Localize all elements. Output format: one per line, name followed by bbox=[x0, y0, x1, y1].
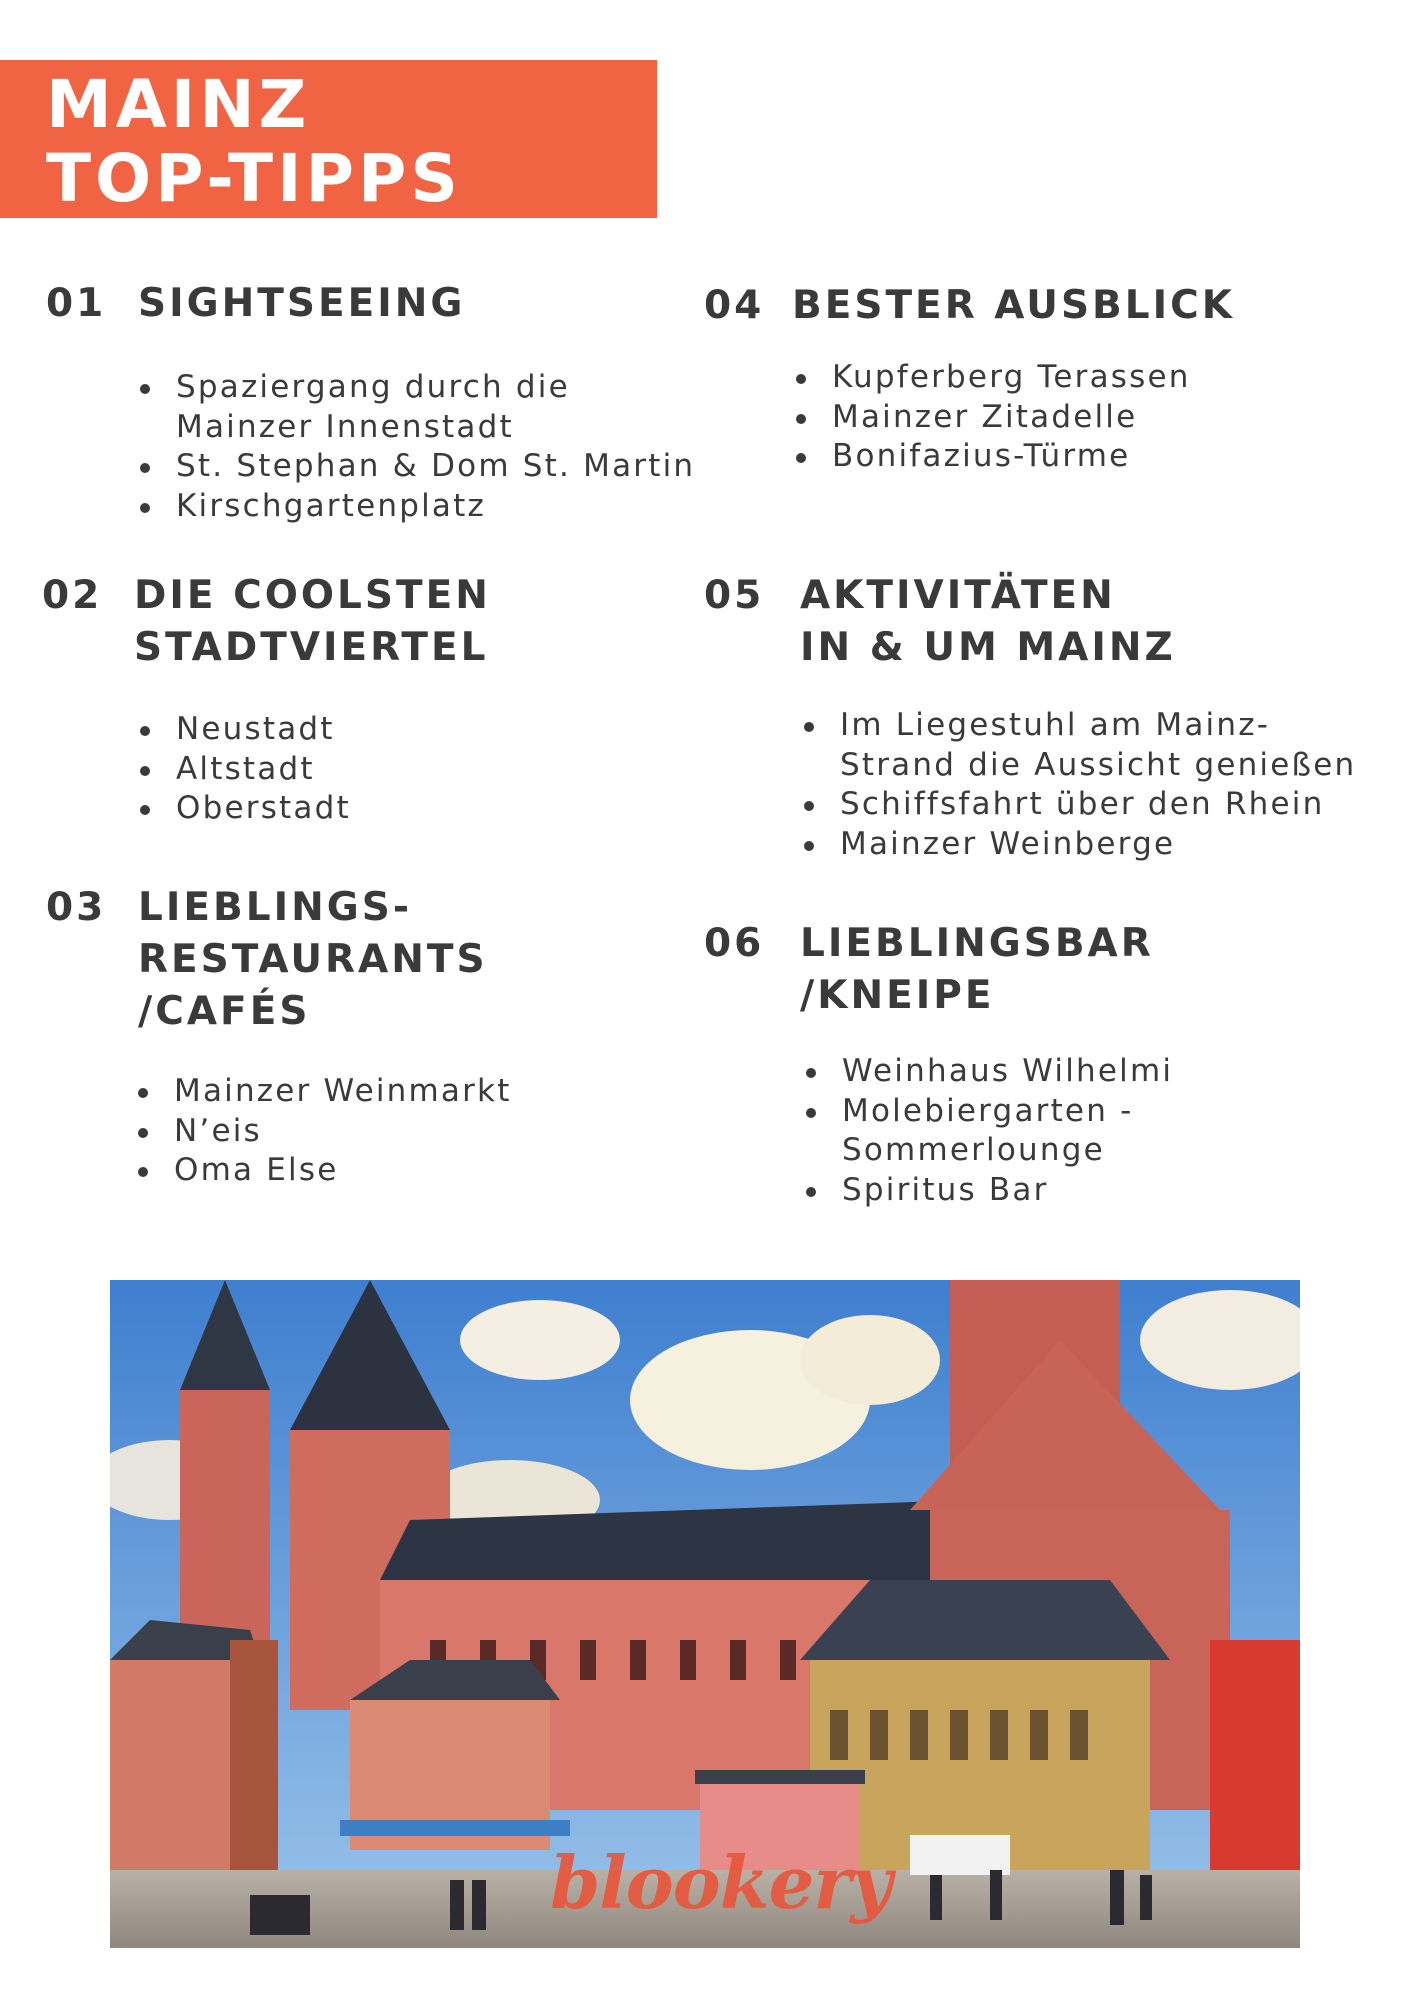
list-item bbox=[136, 1151, 512, 1191]
list-item bbox=[794, 398, 1191, 438]
list-item-text: N’eis bbox=[174, 1112, 262, 1149]
list-item bbox=[138, 789, 351, 829]
list-item-text: Schiffsfahrt über den Rhein bbox=[840, 786, 1325, 822]
list-item bbox=[138, 710, 351, 750]
list-item-text: Molebiergarten - bbox=[842, 1092, 1134, 1129]
list-item-text: Kupferberg Terassen bbox=[832, 359, 1191, 395]
page-title-line1: MAINZ bbox=[46, 66, 311, 143]
list-item-text: Strand die Aussicht genießen bbox=[840, 746, 1357, 783]
list-item bbox=[802, 825, 1356, 865]
list-item-text: Bonifazius-Türme bbox=[832, 438, 1131, 474]
list-item-text: Sommerlounge bbox=[842, 1132, 1105, 1168]
list-item-text: Oberstadt bbox=[176, 790, 351, 826]
section-title bbox=[792, 280, 1235, 332]
section-number: 02 bbox=[42, 573, 103, 618]
mainz-cathedral-photo bbox=[110, 1280, 1300, 1948]
list-item bbox=[804, 1052, 1173, 1092]
section-title-line: STADTVIERTEL bbox=[134, 625, 489, 670]
section-title-line: IN & UM MAINZ bbox=[800, 625, 1176, 670]
list-item-text: Kirschgartenplatz bbox=[176, 487, 486, 524]
tip-list bbox=[804, 1052, 1173, 1210]
title-banner bbox=[0, 60, 657, 218]
tip-list bbox=[802, 706, 1356, 864]
section-title bbox=[138, 882, 488, 1038]
tip-list bbox=[794, 358, 1191, 477]
list-item bbox=[804, 1092, 1173, 1171]
section-title-line: SIGHTSEEING bbox=[138, 281, 466, 326]
list-item-text: Altstadt bbox=[176, 750, 315, 787]
page-title bbox=[46, 68, 462, 216]
section-title-line: LIEBLINGS- bbox=[138, 885, 413, 930]
section-number: 03 bbox=[46, 885, 107, 930]
list-item-text: Im Liegestuhl am Mainz- bbox=[840, 707, 1271, 743]
tip-list bbox=[136, 1072, 512, 1191]
list-item-text: Weinhaus Wilhelmi bbox=[842, 1053, 1174, 1089]
list-item bbox=[136, 1112, 512, 1152]
tip-list bbox=[138, 368, 695, 526]
section-title-line: AKTIVITÄTEN bbox=[800, 573, 1116, 618]
tip-list bbox=[138, 710, 351, 829]
section-number: 04 bbox=[704, 283, 765, 328]
section-title-line: BESTER AUSBLICK bbox=[792, 283, 1235, 328]
section-title-line: LIEBLINGSBAR bbox=[800, 921, 1154, 966]
list-item bbox=[138, 447, 695, 487]
list-item bbox=[802, 785, 1356, 825]
list-item bbox=[794, 437, 1191, 477]
section-title-line: DIE COOLSTEN bbox=[134, 573, 491, 618]
watermark-logo: blookery bbox=[550, 1840, 892, 1925]
section-title bbox=[138, 278, 465, 330]
section-number: 05 bbox=[704, 573, 765, 618]
list-item-text: Mainzer Zitadelle bbox=[832, 398, 1138, 435]
section-title-line: RESTAURANTS bbox=[138, 937, 488, 982]
list-item bbox=[136, 1072, 512, 1112]
section-title bbox=[800, 918, 1154, 1022]
section-title bbox=[800, 570, 1176, 674]
list-item-text: Spiritus Bar bbox=[842, 1171, 1049, 1208]
list-item bbox=[802, 706, 1356, 785]
list-item-text: St. Stephan & Dom St. Martin bbox=[176, 448, 696, 484]
list-item bbox=[804, 1171, 1173, 1211]
page-title-line2: TOP-TIPPS bbox=[46, 140, 462, 217]
list-item-text: Neustadt bbox=[176, 711, 335, 747]
section-title-line: /KNEIPE bbox=[800, 973, 995, 1018]
list-item bbox=[138, 368, 695, 447]
list-item bbox=[138, 487, 695, 527]
section-title bbox=[134, 570, 491, 674]
list-item bbox=[138, 750, 351, 790]
section-number: 06 bbox=[704, 921, 765, 966]
list-item-text: Mainzer Innenstadt bbox=[176, 408, 514, 445]
section-number: 01 bbox=[46, 281, 107, 326]
list-item-text: Mainzer Weinberge bbox=[840, 825, 1176, 862]
section-title-line: /CAFÉS bbox=[138, 989, 311, 1034]
list-item-text: Spaziergang durch die bbox=[176, 369, 570, 405]
list-item-text: Oma Else bbox=[174, 1152, 339, 1188]
list-item bbox=[794, 358, 1191, 398]
list-item-text: Mainzer Weinmarkt bbox=[174, 1073, 512, 1109]
